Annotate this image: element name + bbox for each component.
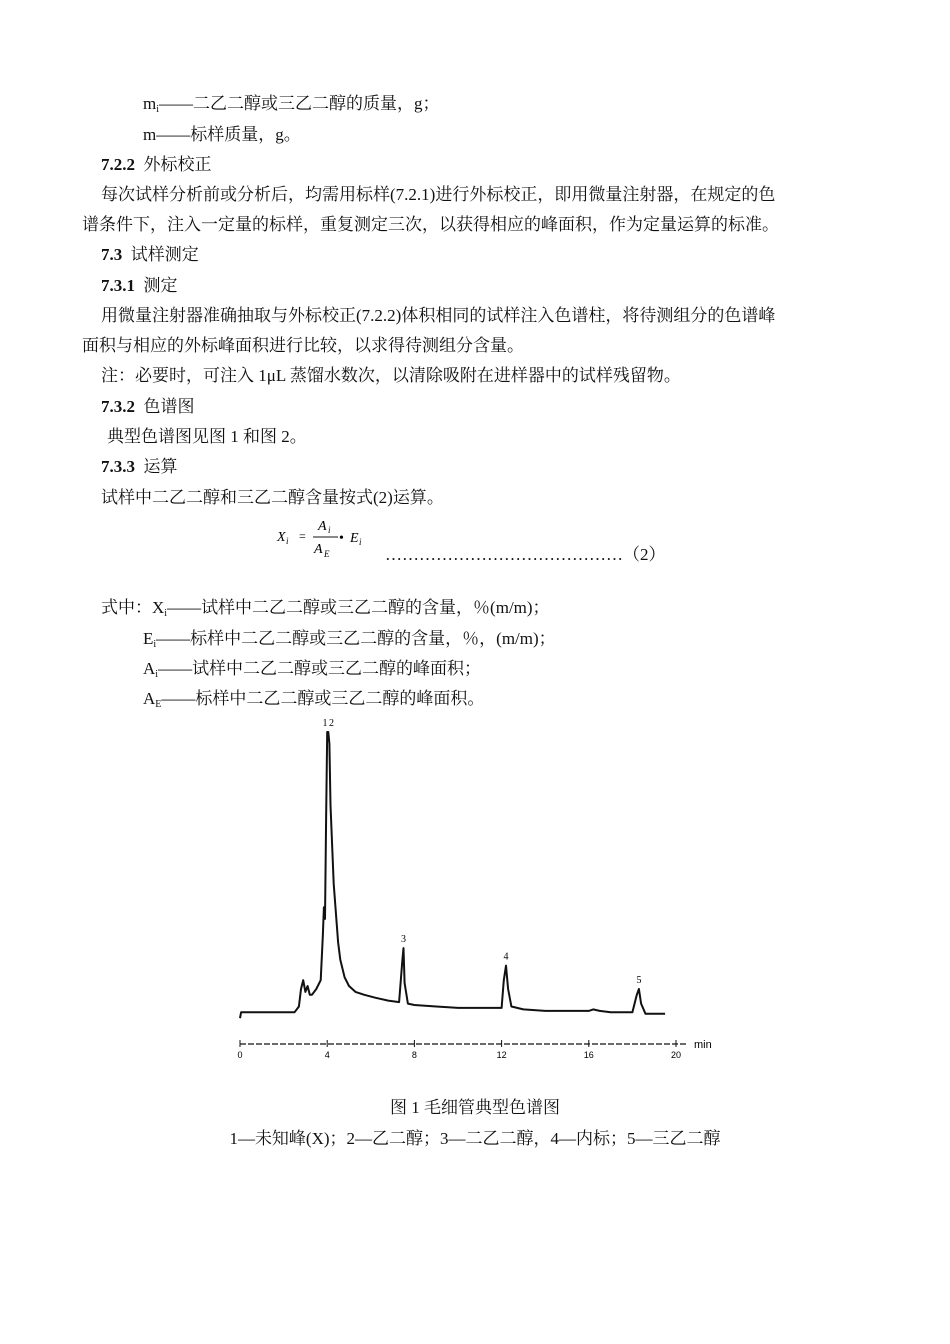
peak-label-3: 3 — [401, 934, 406, 946]
x-tick-label: 12 — [496, 1050, 507, 1060]
heading-7-2-2-number: 7.2.2 — [101, 155, 135, 174]
def-ei-symbol: E — [143, 629, 154, 648]
heading-7-3-2-number: 7.3.2 — [101, 397, 135, 416]
where-prefix: 式中： — [101, 598, 152, 617]
peak-label-1: 1 — [322, 718, 328, 729]
heading-7-3-3-title: 运算 — [143, 457, 178, 476]
def-xi-text: ——试样中二乙二醇或三乙二醇的含量，％(m/m)； — [167, 598, 550, 617]
def-mi-text: ——二乙二醇或三乙二醇的质量，g； — [159, 94, 440, 113]
x-axis-label: min — [694, 1039, 712, 1051]
x-tick-label: 8 — [411, 1050, 417, 1060]
figure-legend: 1—未知峰(X)；2—乙二醇；3—二乙二醇，4—内标；5—三乙二醇 — [229, 1129, 721, 1148]
heading-7-3-3 — [101, 456, 178, 478]
def-ei-sub: i — [153, 639, 157, 650]
x-tick-label: 16 — [583, 1050, 594, 1060]
formula-rhs-sub: i — [359, 537, 362, 547]
def-mi — [143, 93, 440, 121]
heading-7-3-1-title: 测定 — [143, 276, 178, 295]
formula-denominator: A — [314, 542, 323, 557]
heading-7-3-2-title: 色谱图 — [143, 397, 195, 416]
def-m: m——标样质量，g。 — [143, 125, 301, 144]
paragraph-2-line-2: 面积与相应的外标峰面积进行比较，以求得待测组分含量。 — [82, 336, 524, 355]
formula-equals: = — [299, 529, 306, 543]
paragraph-4: 试样中二乙二醇和三乙二醇含量按式(2)运算。 — [101, 488, 444, 507]
x-tick-label: 0 — [237, 1050, 243, 1060]
paragraph-1-line-2: 谱条件下，注入一定量的标样，重复测定三次，以获得相应的峰面积，作为定量运算的标准。 — [82, 215, 779, 234]
def-ae-sub: E — [155, 699, 162, 710]
paragraph-3: 典型色谱图见图 1 和图 2。 — [107, 427, 307, 446]
def-ae-text: ——标样中二乙二醇或三乙二醇的峰面积。 — [161, 689, 485, 708]
x-tick-label: 20 — [670, 1050, 682, 1060]
formula-numerator: A — [318, 519, 327, 534]
def-ei — [143, 628, 556, 656]
formula-2 — [275, 515, 385, 565]
formula-rhs: E — [350, 531, 359, 546]
def-ei-text: ——标样中二乙二醇或三乙二醇的含量，％，(m/m)； — [156, 629, 556, 648]
peak-label-2: 2 — [329, 718, 335, 729]
chromatogram-chart — [230, 712, 730, 1072]
def-ai-symbol: A — [143, 659, 156, 678]
formula-lhs: X — [277, 530, 286, 545]
chromatogram-trace-0 — [240, 732, 665, 1018]
heading-7-3-number: 7.3 — [101, 245, 123, 264]
heading-7-3-3-number: 7.3.3 — [101, 457, 135, 476]
def-xi — [101, 597, 550, 625]
formula-number: ……………………………………（2） — [385, 545, 666, 564]
def-xi-symbol: X — [152, 598, 165, 617]
formula-dot: • — [339, 531, 344, 546]
heading-7-3-1 — [101, 275, 178, 297]
formula-lhs-sub: i — [286, 536, 289, 546]
paragraph-1-line-1: 每次试样分析前或分析后，均需用标样(7.2.1)进行外标校正，即用微量注射器，在规定的色 — [101, 185, 776, 204]
heading-7-2-2 — [101, 154, 212, 176]
note: 注：必要时，可注入 1μL 蒸馏水数次，以清除吸附在进样器中的试样残留物。 — [101, 366, 681, 385]
def-ai-text: ——试样中二乙二醇或三乙二醇的峰面积； — [158, 659, 482, 678]
heading-7-2-2-title: 外标校正 — [143, 155, 212, 174]
def-ae-symbol: A — [143, 689, 156, 708]
def-ai — [143, 658, 481, 686]
paragraph-2-line-1: 用微量注射器准确抽取与外标校正(7.2.2)体积相同的试样注入色谱柱，将待测组分的色谱峰 — [101, 306, 776, 325]
def-ai-sub: i — [155, 669, 159, 680]
peak-label-4: 4 — [503, 951, 509, 963]
heading-7-3-1-number: 7.3.1 — [101, 276, 135, 295]
peak-label-5: 5 — [636, 974, 642, 986]
heading-7-3 — [101, 244, 199, 266]
x-tick-label: 4 — [324, 1050, 330, 1060]
formula-denominator-sub: E — [324, 549, 330, 559]
heading-7-3-title: 试样测定 — [130, 245, 199, 264]
def-xi-sub: i — [164, 608, 168, 619]
figure-caption: 图 1 毛细管典型色谱图 — [390, 1098, 560, 1117]
def-mi-symbol: m — [143, 94, 157, 113]
def-mi-sub: i — [156, 104, 160, 115]
heading-7-3-2 — [101, 396, 195, 418]
formula-numerator-sub: i — [328, 525, 331, 535]
